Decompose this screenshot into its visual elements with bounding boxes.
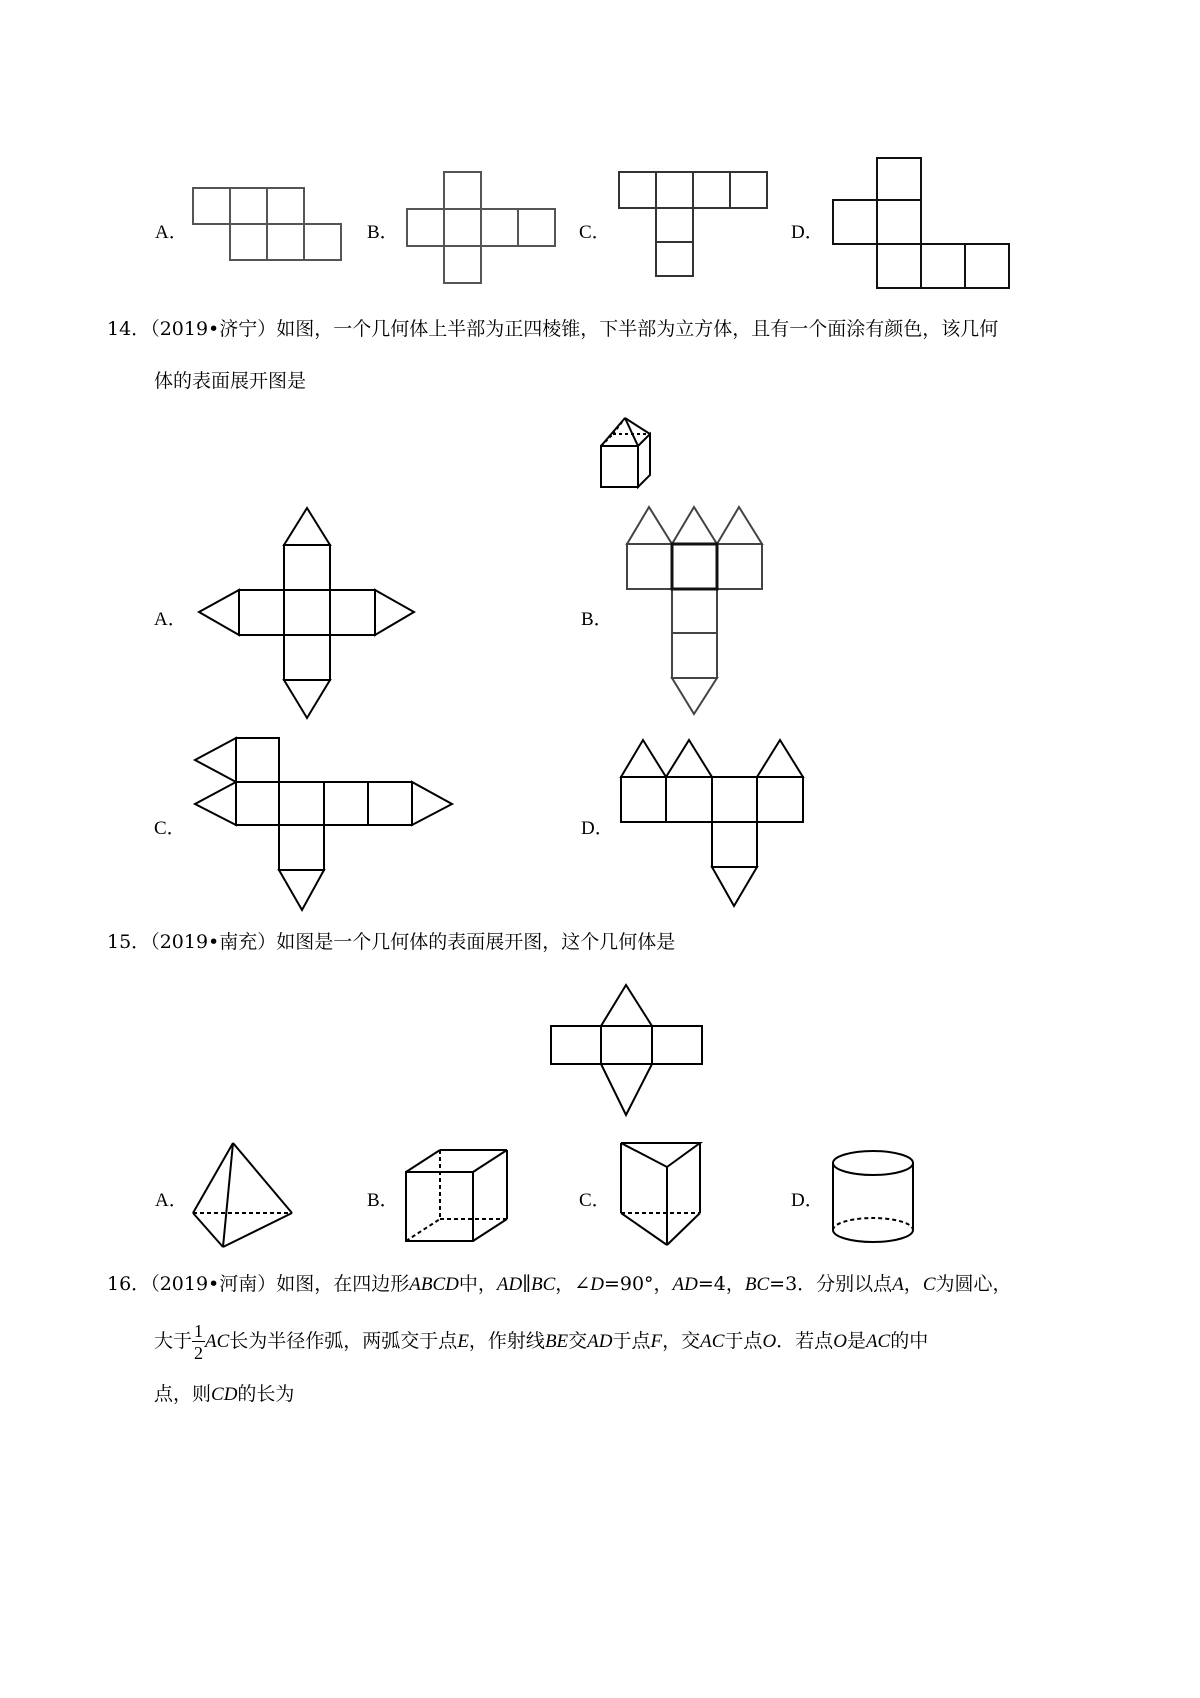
q13-net-d (833, 158, 1009, 288)
q16-text: =90°， (603, 1273, 673, 1295)
q13-option-d: D． (791, 222, 824, 243)
q13-net-c (619, 172, 767, 276)
q14-net-b (627, 507, 762, 714)
q16-source: （2019•河南） (150, 1273, 277, 1295)
q16-text: 点，则 (154, 1383, 212, 1405)
q15-net (551, 985, 702, 1115)
q15-option-c: C． (579, 1190, 611, 1211)
q15-number: 15． (107, 931, 151, 953)
q14-number: 14． (107, 318, 151, 340)
q16-var: E (457, 1331, 469, 1352)
q15-solid-a (193, 1143, 292, 1247)
q16-var: D (590, 1274, 604, 1295)
q16-text: ，∠ (555, 1273, 591, 1295)
q16-text: 长为半径作弧，两弧交于点 (229, 1330, 458, 1352)
q14-net-a (199, 508, 414, 718)
q13-net-b (407, 172, 555, 283)
q16-text: =3．分别以点 (769, 1273, 893, 1295)
q16-var: AD (496, 1274, 523, 1295)
q16-text: 于点 (724, 1330, 763, 1352)
q15-solid-c (621, 1143, 700, 1245)
q15-stem: 如图是一个几何体的表面展开图，这个几何体是 (276, 931, 676, 953)
q16-text: ， (903, 1273, 923, 1295)
q16-text: ，作射线 (468, 1330, 545, 1352)
q14-net-c (195, 738, 452, 910)
q16-var: BC (531, 1274, 556, 1295)
q16-text: 大于 (154, 1330, 193, 1352)
q16-text: 于点 (612, 1330, 651, 1352)
fraction-numerator: 1 (194, 1321, 204, 1341)
q14-option-c: C． (154, 818, 186, 839)
q14-stem-1: 如图，一个几何体上半部为正四棱锥，下半部为立方体，且有一个面涂有颜色，该几何 (276, 318, 999, 340)
q16-var: CD (211, 1384, 238, 1405)
q15-option-a: A． (155, 1190, 188, 1211)
q16-var: AD (672, 1274, 698, 1295)
q13-option-c: C． (579, 222, 611, 243)
q16-line-2 (154, 1317, 928, 1366)
q15-solid-d (833, 1151, 913, 1242)
fraction-one-half (192, 1322, 205, 1362)
q15-source: （2019•南充） (150, 931, 277, 953)
q16-line-3 (154, 1385, 294, 1404)
q16-var: O (762, 1331, 777, 1352)
q16-var: AC (700, 1331, 725, 1352)
q16-text: 交 (568, 1330, 588, 1352)
q16-text: 的中 (890, 1330, 929, 1352)
q15-option-d: D． (791, 1190, 824, 1211)
q16-text: 是 (846, 1330, 866, 1352)
fraction-denominator: 2 (194, 1343, 204, 1363)
q16-var: F (650, 1331, 663, 1352)
q16-var: BE (544, 1331, 569, 1352)
q16-text: 为圆心， (935, 1273, 1012, 1295)
q16-line-1 (107, 1275, 1012, 1294)
q16-text: 的长为 (237, 1383, 295, 1405)
q15-option-b: B． (367, 1190, 399, 1211)
q14-option-b: B． (581, 609, 613, 630)
q14-net-d (621, 740, 803, 906)
q16-var: AC (205, 1331, 230, 1352)
parallel-symbol: ∥ (522, 1273, 531, 1295)
q16-text: 中， (458, 1273, 497, 1295)
q16-var: A (892, 1274, 904, 1295)
q14-stem-2: 体的表面展开图是 (154, 370, 307, 392)
q16-number: 16． (107, 1273, 151, 1295)
q16-text: 如图，在四边形 (276, 1273, 410, 1295)
q16-text: =4， (697, 1273, 745, 1295)
q14-line-1 (107, 320, 998, 339)
q16-text: ．若点 (776, 1330, 834, 1352)
q13-option-b: B． (367, 222, 399, 243)
q15-solid-b (406, 1150, 507, 1241)
q13-net-a (193, 188, 341, 260)
q16-var: AC (865, 1331, 891, 1352)
q16-var: AD (587, 1331, 613, 1352)
q13-option-a: A． (155, 222, 188, 243)
q16-text: ，交 (662, 1330, 701, 1352)
q16-var: C (922, 1274, 936, 1295)
q14-solid (601, 418, 650, 487)
q14-option-d: D． (581, 818, 614, 839)
q16-var: BC (744, 1274, 770, 1295)
q14-option-a: A． (154, 609, 187, 630)
q15-line-1 (107, 933, 675, 952)
q14-source: （2019•济宁） (150, 318, 277, 340)
q16-var: O (833, 1331, 847, 1352)
q16-var: ABCD (409, 1274, 459, 1295)
